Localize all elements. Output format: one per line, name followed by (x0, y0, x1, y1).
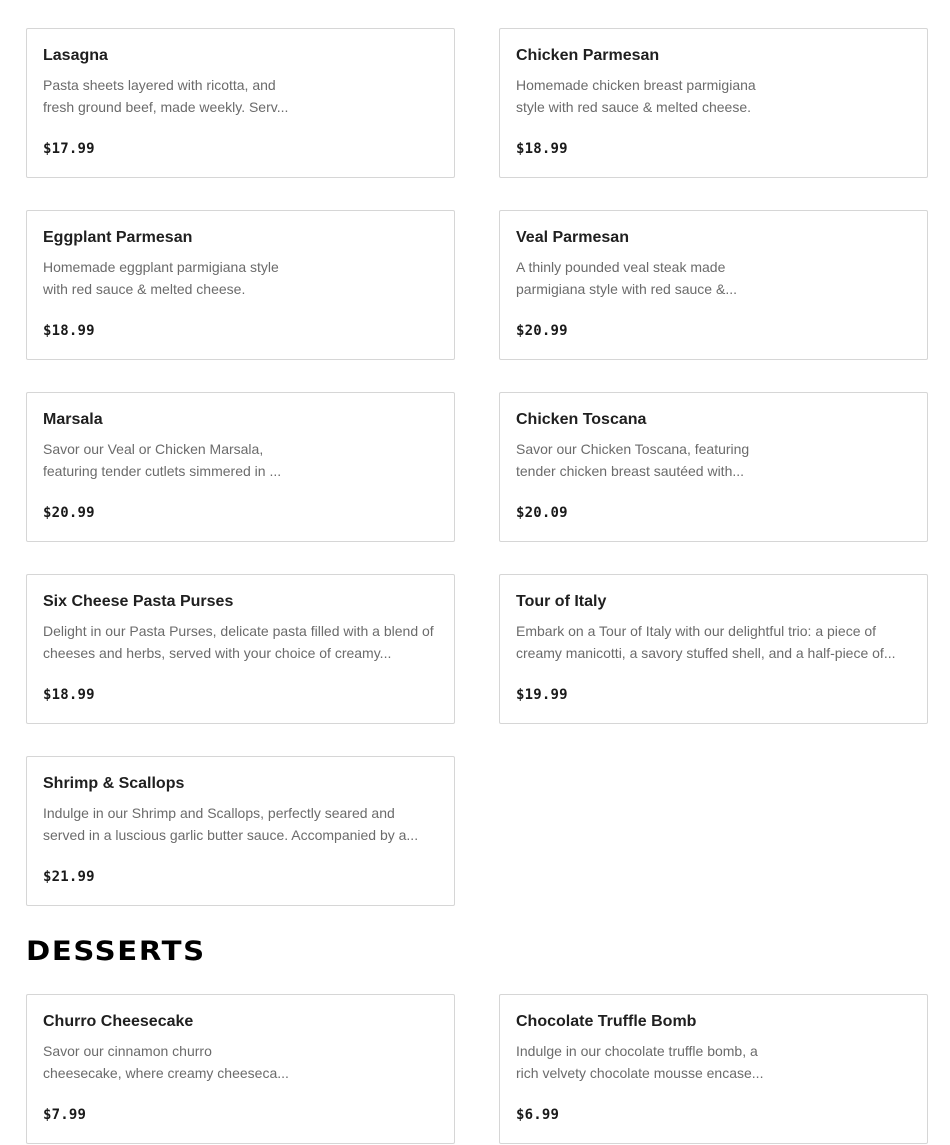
menu-item-description: A thinly pounded veal steak made parmigiana style with red sauce &... (516, 259, 737, 297)
menu-item-name: Chicken Parmesan (516, 47, 660, 64)
menu-item-name: Churro Cheesecake (43, 1013, 194, 1030)
menu-item-price: $21.99 (43, 869, 95, 885)
menu-item-price: $6.99 (516, 1107, 560, 1123)
menu-item-description: Indulge in our Shrimp and Scallops, perfectly seared and served in a luscious garlic butter sauce. Accompanied by a... (43, 805, 419, 843)
menu-item-name: Six Cheese Pasta Purses (43, 593, 234, 610)
menu-item-card-tour-of-italy[interactable] (499, 574, 928, 724)
menu-item-price: $18.99 (516, 141, 568, 157)
section-heading-desserts: DESSERTS (26, 936, 206, 967)
menu-item-card-eggplant-parmesan[interactable] (26, 210, 455, 360)
menu-item-description: Savor our Veal or Chicken Marsala, featuring tender cutlets simmered in ... (43, 441, 282, 479)
menu-item-name: Chocolate Truffle Bomb (516, 1013, 697, 1030)
menu-item-price: $18.99 (43, 687, 95, 703)
menu-item-name: Tour of Italy (516, 593, 607, 610)
menu-item-price: $20.99 (516, 323, 568, 339)
menu-item-card-veal-parmesan[interactable] (499, 210, 928, 360)
menu-item-price: $17.99 (43, 141, 95, 157)
menu-item-description: Embark on a Tour of Italy with our delightful trio: a piece of creamy manicotti, a savory stuffed shell, and a half-piece of... (516, 623, 896, 661)
menu-item-description: Savor our Chicken Toscana, featuring tender chicken breast sautéed with... (516, 441, 750, 479)
menu-item-name: Veal Parmesan (516, 229, 629, 246)
menu-item-description: Pasta sheets layered with ricotta, and fresh ground beef, made weekly. Serv... (43, 77, 289, 115)
menu-item-name: Chicken Toscana (516, 411, 647, 428)
menu-item-name: Shrimp & Scallops (43, 775, 185, 792)
menu-item-card-churro-cheesecake[interactable] (26, 994, 455, 1144)
menu-item-price: $7.99 (43, 1107, 87, 1123)
menu-item-card-chicken-toscana[interactable] (499, 392, 928, 542)
menu-item-price: $20.09 (516, 505, 568, 521)
menu-item-name: Lasagna (43, 47, 108, 64)
menu-item-card-shrimp-scallops[interactable] (26, 756, 455, 906)
menu-item-card-six-cheese-pasta-purses[interactable] (26, 574, 455, 724)
menu-item-description: Homemade eggplant parmigiana style with red sauce & melted cheese. (43, 259, 279, 297)
menu-item-price: $19.99 (516, 687, 568, 703)
menu-item-name: Marsala (43, 411, 103, 428)
menu-item-price: $20.99 (43, 505, 95, 521)
menu-item-description: Savor our cinnamon churro cheesecake, where creamy cheeseca... (43, 1043, 289, 1081)
menu-item-card-lasagna[interactable] (26, 28, 455, 178)
menu-item-description: Homemade chicken breast parmigiana style with red sauce & melted cheese. (516, 77, 756, 115)
menu-item-price: $18.99 (43, 323, 95, 339)
menu-item-card-chicken-parmesan[interactable] (499, 28, 928, 178)
menu-item-name: Eggplant Parmesan (43, 229, 193, 246)
menu-item-description: Delight in our Pasta Purses, delicate pasta filled with a blend of cheeses and herbs, served with your choice of creamy... (43, 623, 434, 661)
menu-item-card-marsala[interactable] (26, 392, 455, 542)
menu-item-card-chocolate-truffle-bomb[interactable] (499, 994, 928, 1144)
menu-item-description: Indulge in our chocolate truffle bomb, a rich velvety chocolate mousse encase... (516, 1043, 764, 1081)
